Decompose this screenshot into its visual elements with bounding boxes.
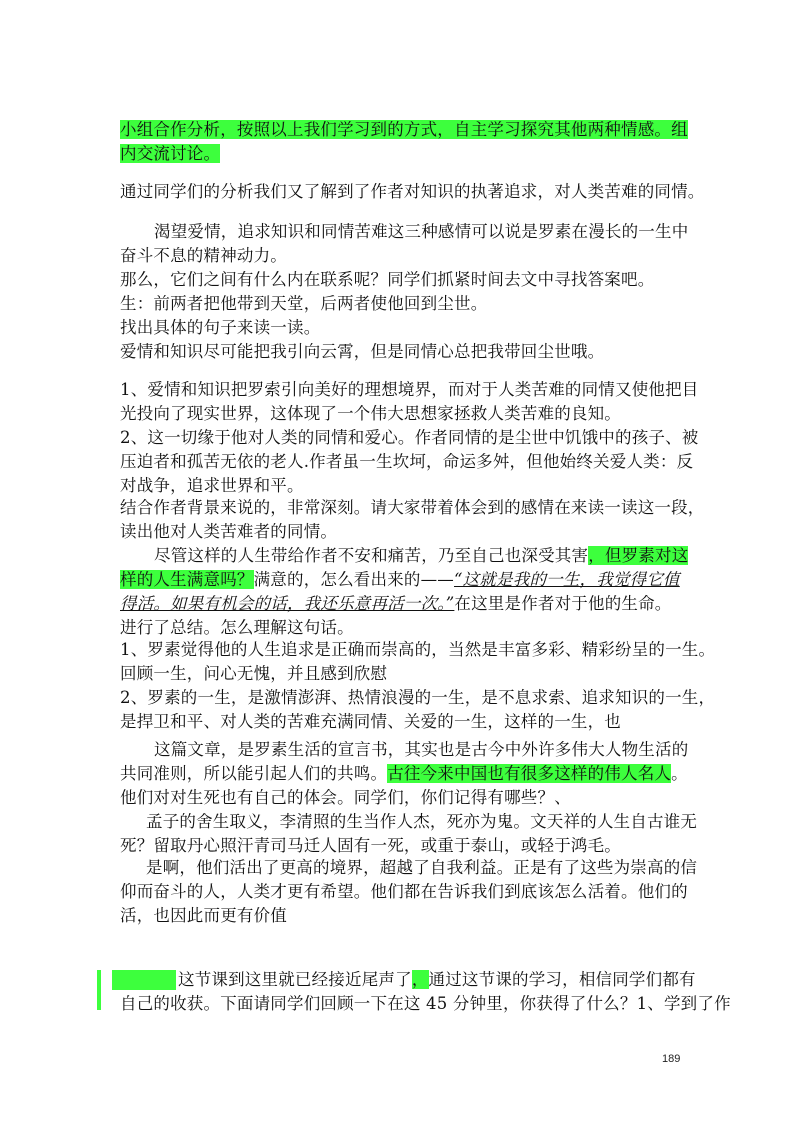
highlighted-text: ，但罗素对这 — [588, 546, 689, 565]
text-line: 1、罗素觉得他的人生追求是正确而崇高的，当然是丰富多彩、精彩纷呈的一生。 — [120, 640, 716, 659]
text-line: 生：前两者把他带到天堂，后两者使他回到尘世。 — [120, 294, 488, 313]
text-line: 进行了总结。怎么理解这句话。 — [120, 618, 354, 637]
paragraph-group-task — [120, 118, 700, 166]
text-segment: 尽管这样的人生带给作者不安和痛苦，乃至自己也深受其害 — [154, 546, 589, 565]
text-line: 光投向了现实世界，这体现了一个伟大思想家拯救人类苦难的良知。 — [120, 404, 621, 423]
text-line: 活，也因此而更有价值 — [120, 906, 287, 925]
text-line: 回顾一生，问心无愧，并且感到欣慰 — [120, 664, 388, 683]
text-segment: 这节课到这里就已经接近尾声了 — [178, 970, 412, 989]
text-line: 自己的收获。下面请同学们回顾一下在这 45 分钟里，你获得了什么？1、学到了作 — [120, 994, 731, 1013]
paragraph-satisfaction — [120, 544, 700, 640]
paragraph-conclusion — [120, 856, 700, 928]
text-segment: 在这里是作者对于他的生命。 — [454, 594, 672, 613]
paragraph-interpretation — [120, 638, 716, 734]
text-line: 孟子的舍生取义，李清照的生当作人杰，死亦为鬼。文天祥的人生自古谁无 — [146, 812, 698, 831]
text-line: 是啊，他们活出了更高的境界，超越了自我利益。正是有了这些为崇高的信 — [146, 858, 698, 877]
text-line: 那么，它们之间有什么内在联系呢？同学们抓紧时间去文中寻找答案吧。 — [120, 270, 655, 289]
text-line: 2、这一切缘于他对人类的同情和爱心。作者同情的是尘世中饥饿中的孩子、被 — [120, 428, 699, 447]
text-line: 通过同学们的分析我们又了解到了作者对知识的执著追求，对人类苦难的同情。 — [120, 182, 705, 201]
text-line: 读出他对人类苦难者的同情。 — [120, 522, 338, 541]
highlighted-text: 古往今来中国也有很多这样的伟人名人 — [387, 764, 672, 783]
text-segment: 共同准则，所以能引起人们的共鸣。 — [120, 764, 388, 783]
quoted-text: 得活。如果有机会的话，我还乐意再活一次。” — [120, 594, 455, 613]
text-segment: 。 — [671, 764, 688, 783]
text-line: 奋斗不息的精神动力。 — [120, 246, 287, 265]
paragraph-review — [120, 968, 731, 1016]
paragraph-reading — [120, 496, 705, 544]
text-line: 1、爱情和知识把罗索引向美好的理想境界，而对于人类苦难的同情又使他把目 — [120, 380, 699, 399]
page-number: 189 — [662, 1053, 681, 1065]
paragraph-manifesto — [120, 738, 700, 858]
text-line: 对战争，追求世界和平。 — [120, 476, 304, 495]
text-segment: 通过这节课的学习，相信同学们都有 — [428, 970, 696, 989]
paragraph-summary — [120, 180, 705, 204]
text-line: 渴望爱情，追求知识和同情苦难这三种感情可以说是罗素在漫长的一生中 — [154, 222, 689, 241]
text-line: 这篇文章，是罗素生活的宣言书，其实也是古今中外许多伟大人物生活的 — [154, 740, 689, 759]
highlighted-text: 内交流讨论。 — [120, 144, 221, 163]
text-line: 找出具体的句子来读一读。 — [120, 318, 321, 337]
paragraph-three-passions — [120, 220, 700, 364]
highlighted-text: 样的人生满意吗？ — [120, 570, 254, 589]
highlighted-text: ， — [411, 970, 429, 989]
text-line: 他们对对生死也有自己的体会。同学们，你们记得有哪些？、 — [120, 788, 571, 807]
highlight-bar — [97, 970, 101, 1010]
text-line: 死？留取丹心照汗青司马迁人固有一死，或重于泰山，或轻于鸿毛。 — [120, 836, 621, 855]
text-line: 仰而奋斗的人，人类才更有希望。他们都在告诉我们到底该怎么活着。他们的 — [120, 882, 688, 901]
text-line: 2、罗素的一生，是激情澎湃、热情浪漫的一生，是不息求索、追求知识的一生， — [120, 688, 716, 707]
text-line: 爱情和知识尽可能把我引向云霄，但是同情心总把我带回尘世哦。 — [120, 342, 605, 361]
text-segment: 满意的，怎么看出来的—— — [253, 570, 455, 589]
highlighted-text: 小组合作分析，按照以上我们学习到的方式，自主学习探究其他两种情感。组 — [120, 120, 688, 139]
text-line: 结合作者背景来说的，非常深刻。请大家带着体会到的感情在来读一读这一段， — [120, 498, 705, 517]
text-line: 是捍卫和平、对人类的苦难充满同情、关爱的一生，这样的一生，也 — [120, 712, 621, 731]
text-line: 压迫者和孤苦无依的老人.作者虽一生坎坷，命运多舛，但他始终关爱人类：反 — [120, 452, 694, 471]
quoted-text: “这就是我的一生，我觉得它值 — [454, 570, 680, 589]
paragraph-explanation — [120, 378, 700, 498]
